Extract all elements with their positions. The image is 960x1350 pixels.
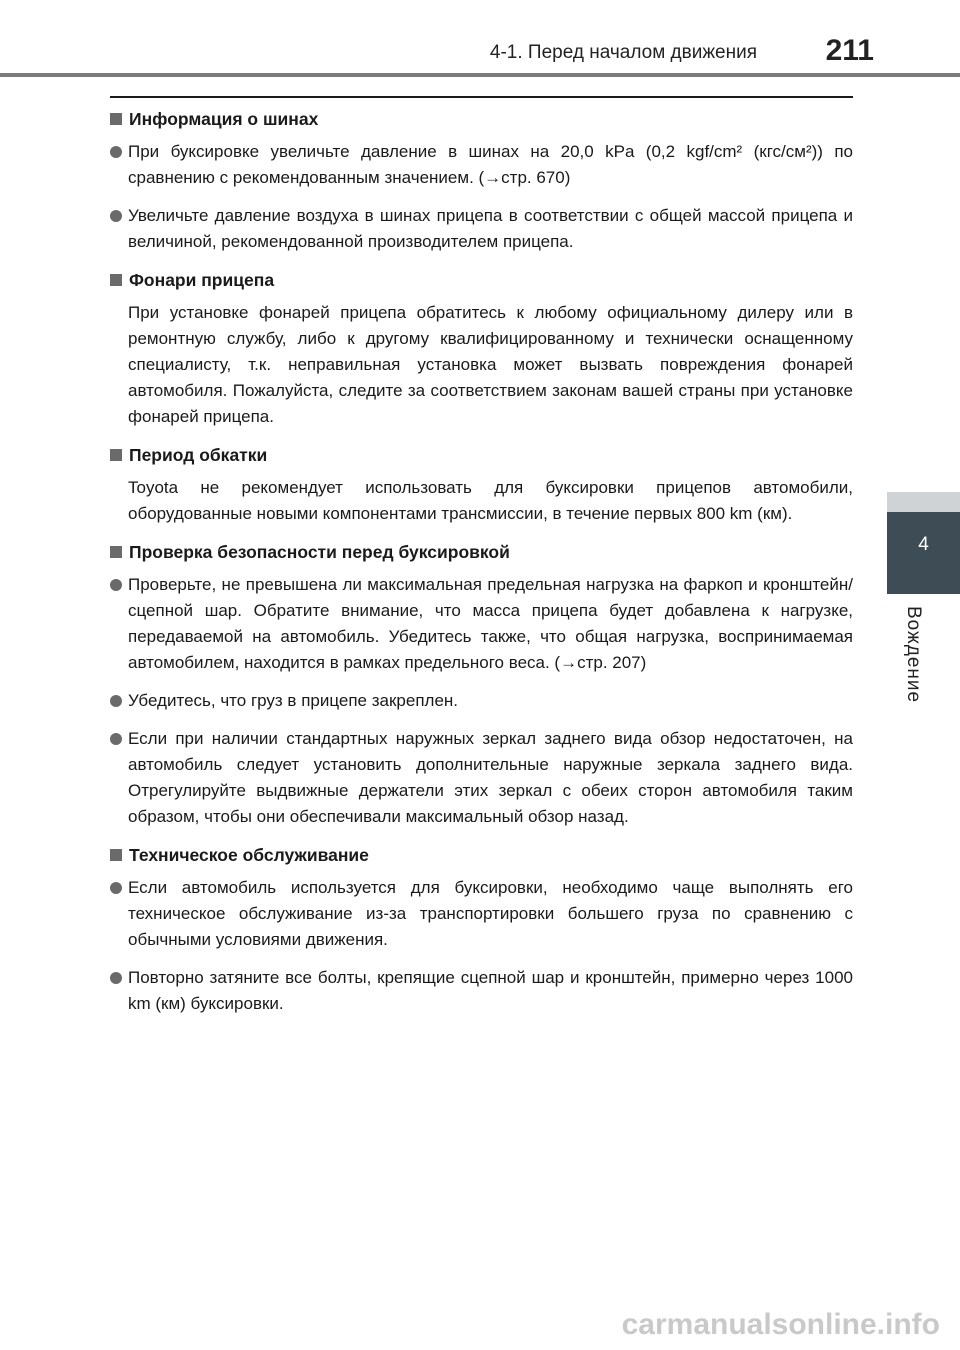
list-item-text: Если при наличии стандартных наружных зеркал заднего вида обзор недостаточен, на автомобиль следует установить дополнительные наружные зеркала заднего вида. Отрегулируйте выдвижные держатели этих зеркал с обеих сторон автомобиля таким образом, чтобы они обеспечивали максимальный обзор назад. [128, 729, 853, 826]
section-heading [110, 842, 853, 868]
heading-text: Техническое обслуживание [129, 844, 369, 865]
heading-text: Период обкатки [129, 444, 268, 465]
section-break-in [110, 442, 853, 527]
chapter-tab[interactable] [887, 512, 960, 594]
section-heading [110, 442, 853, 468]
square-bullet-icon [110, 274, 122, 286]
circle-bullet-icon [110, 210, 122, 222]
section-heading [110, 267, 853, 293]
list-item [110, 139, 853, 191]
watermark: carmanualsonline.info [621, 1308, 940, 1341]
circle-bullet-icon [110, 579, 122, 591]
list-item-text: Убедитесь, что груз в прицепе закреплен. [128, 691, 459, 710]
list-item [110, 203, 853, 255]
heading-text: Проверка безопасности перед буксировкой [129, 541, 510, 562]
page-header [0, 0, 960, 80]
section-safety-check [110, 539, 853, 830]
list-item-text: При буксировке увеличьте давление в шинах на 20,0 kPa (0,2 kgf/cm² (кгс/см²)) по сравнению с рекомендованным значением. (→стр. 670) [128, 142, 853, 187]
page-number: 211 [825, 34, 874, 67]
circle-bullet-icon [110, 733, 122, 745]
list-item [110, 572, 853, 676]
section-tire-info [110, 106, 853, 255]
circle-bullet-icon [110, 695, 122, 707]
section-title: 4-1. Перед началом движения [489, 42, 757, 63]
square-bullet-icon [110, 546, 122, 558]
list-item [110, 726, 853, 830]
header-divider [0, 73, 960, 77]
page-content [110, 106, 853, 1029]
paragraph: При установке фонарей прицепа обратитесь к любому официальному дилеру или в ремонтную службу, либо к другому квалифицированному и технически оснащенному специалисту, т.к. неправильная установка может вызвать повреждения фонарей автомобиля. Пожалуйста, следите за соответствием законам вашей страны при установке фонарей прицепа. [128, 303, 853, 426]
square-bullet-icon [110, 113, 122, 125]
heading-text: Информация о шинах [129, 108, 319, 129]
section-trailer-lights [110, 267, 853, 430]
list-item-text: Повторно затяните все болты, крепящие сцепной шар и кронштейн, примерно через 1000 km (км) буксировки. [128, 968, 853, 1013]
list-item [110, 875, 853, 953]
square-bullet-icon [110, 849, 122, 861]
circle-bullet-icon [110, 882, 122, 894]
content-divider [110, 96, 853, 98]
paragraph: Toyota не рекомендует использовать для буксировки прицепов автомобили, оборудованные новыми компонентами трансмиссии, в течение первых 800 km (км). [128, 478, 853, 523]
section-maintenance [110, 842, 853, 1017]
list-item [110, 688, 853, 714]
list-item-text: Увеличьте давление воздуха в шинах прицепа в соответствии с общей массой прицепа и величиной, рекомендованной производителем прицепа. [128, 206, 853, 251]
section-heading [110, 539, 853, 565]
list-item-text: Проверьте, не превышена ли максимальная предельная нагрузка на фаркоп и кронштейн/сцепной шар. Обратите внимание, что масса прицепа будет добавлена к нагрузке, передаваемой на автомобиль. Убедитесь также, что общая нагрузка, воспринимаемая автомобилем, находится в рамках предельного веса. (→стр. 207) [128, 575, 853, 672]
chapter-label: Вождение [903, 606, 924, 704]
section-heading [110, 106, 853, 132]
list-item-text: Если автомобиль используется для буксировки, необходимо чаще выполнять его техническое обслуживание из-за транспортировки большего груза по сравнению с обычными условиями движения. [128, 878, 853, 949]
square-bullet-icon [110, 449, 122, 461]
list-item [110, 965, 853, 1017]
heading-text: Фонари прицепа [129, 269, 275, 290]
chapter-number: 4 [918, 534, 929, 555]
circle-bullet-icon [110, 146, 122, 158]
side-tab-shadow [887, 492, 960, 512]
circle-bullet-icon [110, 972, 122, 984]
